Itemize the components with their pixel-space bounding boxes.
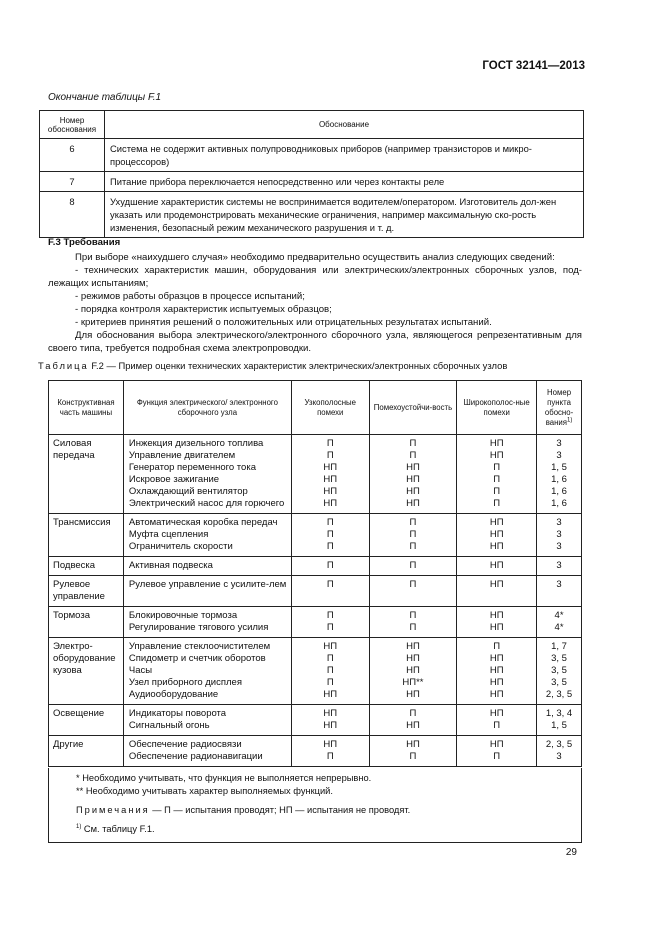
cell-line: Генератор переменного тока — [128, 462, 256, 473]
cell-line: П — [326, 751, 334, 762]
cell-line: П — [409, 517, 417, 528]
broadband-cell — [457, 435, 537, 514]
cell-line: П — [493, 486, 501, 497]
col-broadband-header: Широкополос-ные помехи — [457, 381, 537, 435]
cell-line: П — [326, 438, 334, 449]
cell-line: 2, 3, 5 — [545, 739, 573, 750]
cell-line: Инжекция дизельного топлива — [128, 438, 264, 449]
ref-cell — [537, 607, 582, 638]
cell-line: П — [326, 517, 334, 528]
cell-line: НП — [323, 739, 338, 750]
paragraph: - технических характеристик машин, оборудования или электрических/электронных сборочных узлов, под-лежащих испытаниям; — [48, 265, 582, 289]
cell-line: П — [409, 541, 417, 552]
cell-line: 3, 5 — [551, 665, 567, 676]
cell-line: 4* — [554, 610, 564, 621]
cell-line: Узел приборного дисплея — [128, 677, 242, 688]
cell-line: Управление двигателем — [128, 450, 236, 461]
cell-line: НП — [323, 641, 338, 652]
standard-code: ГОСТ 32141—2013 — [482, 60, 585, 72]
cell-line: Автоматическая коробка передач — [128, 517, 278, 528]
machine-part-cell: Трансмиссия — [49, 514, 124, 557]
cell-line: 3 — [556, 529, 562, 540]
paragraph: - порядка контроля характеристик испытуемых образцов; — [75, 304, 332, 315]
cell-line: НП — [323, 462, 338, 473]
cell-line: НП — [323, 708, 338, 719]
cell-line: НП — [323, 689, 338, 700]
cell-line: П — [409, 708, 417, 719]
cell-line: НП — [323, 720, 338, 731]
col-narrowband-header: Узкополосные помехи — [291, 381, 369, 435]
cell-line: НП — [406, 498, 420, 509]
cell-line: П — [409, 622, 417, 633]
cell-line: НП — [406, 462, 420, 473]
function-cell — [123, 607, 291, 638]
cell-line: 3 — [556, 517, 562, 528]
cell-line: 1, 5 — [551, 462, 567, 473]
cell-line: Активная подвеска — [128, 560, 213, 571]
narrowband-cell — [291, 736, 369, 767]
cell-line: 1, 7 — [551, 641, 567, 652]
table1-caption: Окончание таблицы F.1 — [48, 92, 162, 103]
cell-line: НП — [489, 689, 504, 700]
machine-part-cell: Тормоза — [49, 607, 124, 638]
cell-line: 4* — [554, 622, 564, 633]
broadband-cell — [457, 557, 537, 576]
table-row — [49, 736, 582, 767]
cell-line: НП — [489, 739, 504, 750]
table-row: 7 Питание прибора переключается непосредственно или через контакты реле — [40, 172, 584, 192]
cell-line: П — [493, 474, 501, 485]
cell-line: НП — [489, 579, 504, 590]
cell-line: П — [326, 610, 334, 621]
cell-line: П — [493, 498, 501, 509]
cell-line: Аудиооборудование — [128, 689, 219, 700]
broadband-cell — [457, 736, 537, 767]
paragraph: При выборе «наихудшего случая» необходимо предварительно осуществить анализ следующих сведений: — [75, 252, 555, 263]
table-row — [49, 435, 582, 514]
cell-line: П — [326, 677, 334, 688]
narrowband-cell — [291, 576, 369, 607]
paragraph: - режимов работы образцов в процессе испытаний; — [75, 291, 305, 302]
function-cell — [123, 705, 291, 736]
cell-line: Искровое зажигание — [128, 474, 220, 485]
cell-line: П — [326, 450, 334, 461]
ref-cell — [537, 638, 582, 705]
cell-line: НП — [489, 677, 504, 688]
cell-line: Муфта сцепления — [128, 529, 209, 540]
broadband-cell — [457, 576, 537, 607]
immunity-cell — [369, 736, 457, 767]
immunity-cell — [369, 514, 457, 557]
ref-cell — [537, 435, 582, 514]
cell-line: Обеспечение радионавигации — [128, 751, 263, 762]
function-cell — [123, 435, 291, 514]
cell-line: НП — [406, 665, 420, 676]
narrowband-cell — [291, 514, 369, 557]
cell-line: П — [409, 438, 417, 449]
narrowband-cell — [291, 557, 369, 576]
cell-line: НП — [406, 720, 420, 731]
cell-line: Сигнальный огонь — [128, 720, 210, 731]
cell-line: П — [409, 450, 417, 461]
immunity-cell — [369, 435, 457, 514]
cell-line: НП — [489, 517, 504, 528]
table2-caption: Таблица F.2 — Пример оценки технических характеристик электрических/электронных сборочных узлов — [38, 360, 508, 371]
broadband-cell — [457, 607, 537, 638]
machine-part-cell: Подвеска — [49, 557, 124, 576]
cell-line: П — [326, 622, 334, 633]
immunity-cell — [369, 576, 457, 607]
cell-line: П — [409, 610, 417, 621]
machine-part-cell: Электро-оборудование кузова — [49, 638, 124, 705]
table-row — [49, 705, 582, 736]
table-f1-end — [39, 110, 584, 238]
cell-line: П — [326, 560, 334, 571]
ref-cell — [537, 705, 582, 736]
cell-line: НП — [489, 610, 504, 621]
table-row — [49, 638, 582, 705]
col-number-header: Номер обоснования — [40, 111, 105, 139]
cell-line: 1, 6 — [551, 498, 567, 509]
cell-line: П — [326, 529, 334, 540]
cell-line: НП — [489, 653, 504, 664]
cell-line: НП** — [402, 677, 424, 688]
table-row — [49, 607, 582, 638]
cell-line: 3, 5 — [551, 653, 567, 664]
immunity-cell — [369, 607, 457, 638]
cell-line: НП — [406, 739, 420, 750]
cell-line: П — [493, 641, 501, 652]
broadband-cell — [457, 514, 537, 557]
cell-line: П — [409, 560, 417, 571]
narrowband-cell — [291, 435, 369, 514]
table-note: Примечания — П — испытания проводят; НП — испытания не проводят. — [76, 805, 411, 815]
paragraph: Для обоснования выбора электрического/электронного сборочного узла, являющегося репрезентативным для своего типа, требуется подробная схема электропроводки. — [48, 330, 582, 354]
cell-line: НП — [489, 541, 504, 552]
cell-line: П — [326, 653, 334, 664]
paragraph: - критериев принятия решений о положительных или отрицательных результатах испытаний. — [75, 317, 492, 328]
page-number: 29 — [565, 847, 577, 858]
cell-line: 3 — [556, 450, 562, 461]
cell-line: Блокировочные тормоза — [128, 610, 238, 621]
function-cell — [123, 557, 291, 576]
function-cell — [123, 514, 291, 557]
cell-line: Ограничитель скорости — [128, 541, 233, 552]
cell-line: 3 — [556, 438, 562, 449]
cell-line: П — [493, 720, 501, 731]
cell-line: НП — [489, 529, 504, 540]
cell-line: 3 — [556, 751, 562, 762]
cell-line: Электрический насос для горючего — [128, 498, 285, 509]
cell-line: НП — [489, 438, 504, 449]
cell-line: П — [493, 751, 501, 762]
cell-line: Охлаждающий вентилятор — [128, 486, 248, 497]
cell-line: 3, 5 — [551, 677, 567, 688]
cell-line: НП — [489, 450, 504, 461]
col-immunity-header: Помехоустойчи-вость — [369, 381, 457, 435]
ref-cell — [537, 514, 582, 557]
narrowband-cell — [291, 607, 369, 638]
cell-line: Индикаторы поворота — [128, 708, 227, 719]
cell-line: П — [326, 579, 334, 590]
table2-footnotes — [48, 772, 582, 836]
cell-line: НП — [323, 474, 338, 485]
cell-line: Управление стеклоочистителем — [128, 641, 271, 652]
col-part-header: Конструктивная часть машины — [49, 381, 124, 435]
cell-line: Обеспечение радиосвязи — [128, 739, 242, 750]
cell-line: НП — [406, 641, 420, 652]
cell-line: НП — [489, 560, 504, 571]
ref-cell — [537, 557, 582, 576]
immunity-cell — [369, 705, 457, 736]
cell-line: НП — [406, 653, 420, 664]
machine-part-cell: Рулевое управление — [49, 576, 124, 607]
cell-line: П — [409, 751, 417, 762]
cell-line: НП — [489, 622, 504, 633]
table-row — [49, 514, 582, 557]
cell-line: Рулевое управление с усилите-лем — [128, 579, 287, 590]
table-row: 6 Система не содержит активных полупроводниковых приборов (например транзисторов и микро-процессоров) — [40, 139, 584, 172]
cell-line: П — [326, 541, 334, 552]
cell-line: 1, 5 — [551, 720, 567, 731]
broadband-cell — [457, 705, 537, 736]
table-f2 — [48, 380, 582, 767]
table-row — [49, 557, 582, 576]
machine-part-cell: Освещение — [49, 705, 124, 736]
cell-line: 1, 3, 4 — [545, 708, 573, 719]
function-cell — [123, 576, 291, 607]
function-cell — [123, 638, 291, 705]
cell-line: Регулирование тягового усилия — [128, 622, 269, 633]
table-row: 8 Ухудшение характеристик системы не воспринимается водителем/оператором. Изготовитель дол-жен указать или продемонстрировать механические ограничения, например максимальную ско-рость изменения, безопасный режим механического разрушения и т. д. — [40, 192, 584, 238]
section-f3-title: F.3 Требования — [48, 237, 121, 248]
cell-line: НП — [323, 486, 338, 497]
footnote-ref: $^{1)}$ См. таблицу F.1. — [76, 823, 155, 834]
cell-line: Часы — [128, 665, 153, 676]
cell-line: НП — [489, 665, 504, 676]
ref-cell — [537, 576, 582, 607]
cell-line: П — [409, 529, 417, 540]
cell-line: П — [326, 665, 334, 676]
col-function-header: Функция электрического/ электронного сборочного узла — [123, 381, 291, 435]
col-ref-header: Номер пункта обосно-вания$^{1)}$ — [537, 381, 582, 435]
cell-line: 2, 3, 5 — [545, 689, 573, 700]
col-justification-header: Обоснование — [105, 111, 584, 139]
cell-line: НП — [323, 498, 338, 509]
machine-part-cell: Другие — [49, 736, 124, 767]
cell-line: НП — [489, 708, 504, 719]
broadband-cell — [457, 638, 537, 705]
narrowband-cell — [291, 638, 369, 705]
cell-line: НП — [406, 689, 420, 700]
cell-line: П — [409, 579, 417, 590]
cell-line: 1, 6 — [551, 486, 567, 497]
cell-line: НП — [406, 474, 420, 485]
machine-part-cell: Силовая передача — [49, 435, 124, 514]
cell-line: 3 — [556, 541, 562, 552]
section-f3-body — [48, 251, 582, 355]
cell-line: 1, 6 — [551, 474, 567, 485]
cell-line: Спидометр и счетчик оборотов — [128, 653, 266, 664]
ref-cell — [537, 736, 582, 767]
footnote-single-star: * Необходимо учитывать, что функция не выполняется непрерывно. — [76, 773, 372, 783]
cell-line: НП — [406, 486, 420, 497]
footnote-double-star: ** Необходимо учитывать характер выполняемых функций. — [76, 786, 333, 796]
cell-line: П — [493, 462, 501, 473]
immunity-cell — [369, 638, 457, 705]
narrowband-cell — [291, 705, 369, 736]
cell-line: 3 — [556, 579, 562, 590]
immunity-cell — [369, 557, 457, 576]
table-row — [49, 576, 582, 607]
function-cell — [123, 736, 291, 767]
cell-line: 3 — [556, 560, 562, 571]
